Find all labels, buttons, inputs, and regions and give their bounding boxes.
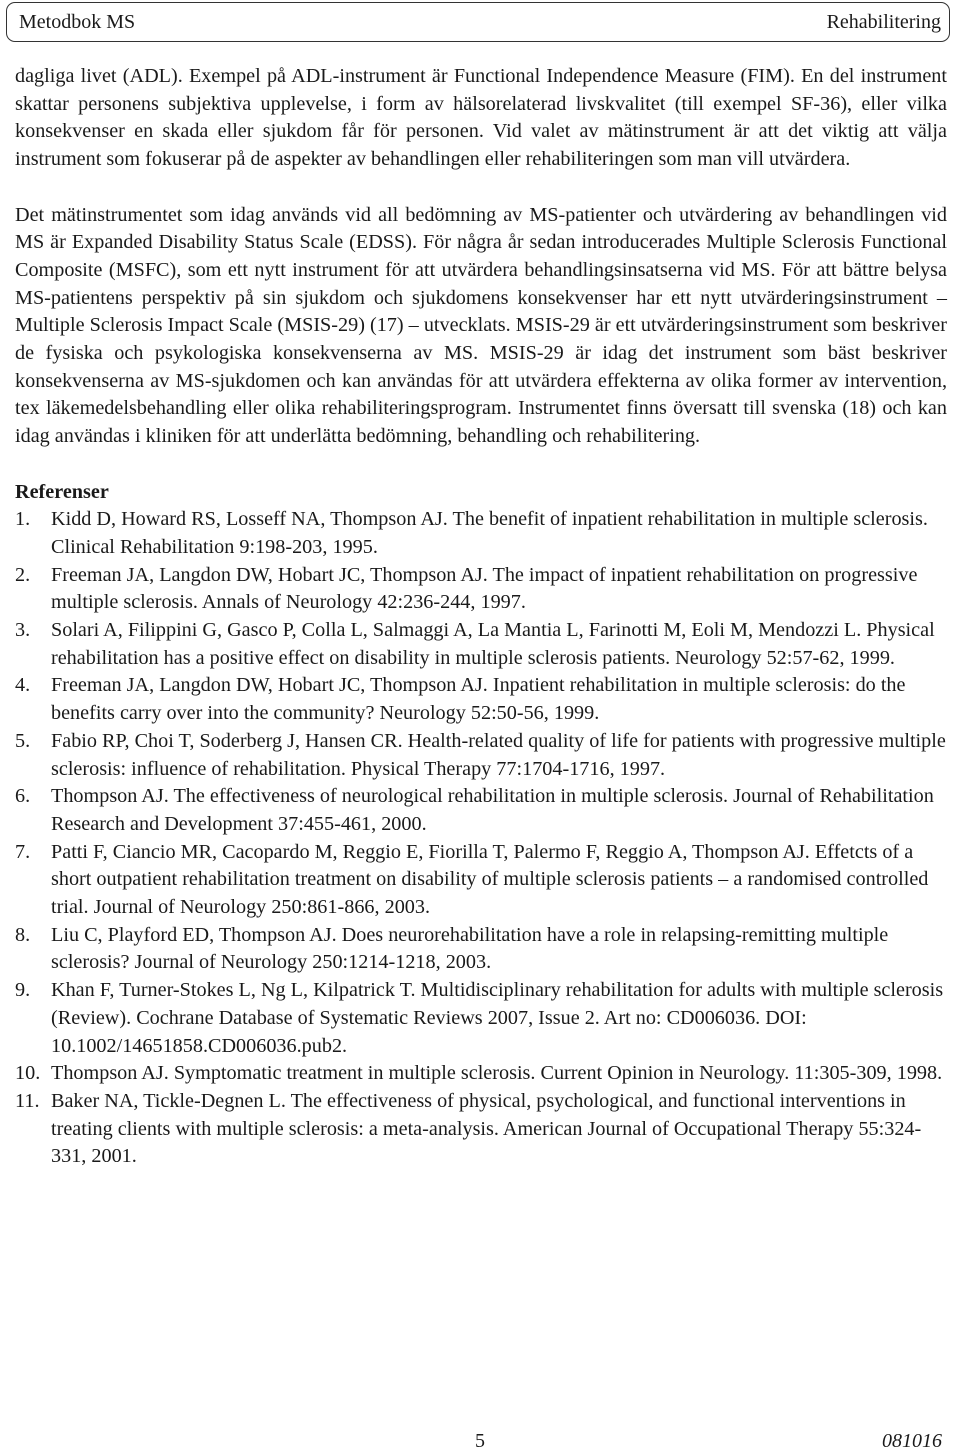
reference-text: Freeman JA, Langdon DW, Hobart JC, Thompson AJ. Inpatient rehabilitation in multiple sclerosis: do the benefits carry over into the community? Neurology 52:50-56, 1999. <box>51 674 906 725</box>
page-header <box>6 2 950 42</box>
reference-text: Baker NA, Tickle-Degnen L. The effectiveness of physical, psychological, and functional interventions in treating clients with multiple sclerosis: a meta-analysis. American Journal of Occupational Therapy 55:324-331, 2001. <box>51 1089 922 1168</box>
reference-number: 8. <box>15 923 31 946</box>
reference-item <box>15 728 947 783</box>
references-list <box>15 506 947 1171</box>
reference-number: 10. <box>15 1062 41 1085</box>
page-body <box>15 63 947 1171</box>
reference-number: 6. <box>15 785 31 808</box>
reference-number: 7. <box>15 840 31 863</box>
footer-date: 081016 <box>882 1430 942 1452</box>
reference-text: Patti F, Ciancio MR, Cacopardo M, Reggio E, Fiorilla T, Palermo F, Reggio A, Thompson AJ. Effetcts of a short outpatient rehabilitation treatment on disability of multiple sclerosis patients – a randomised controlled trial. Journal of Neurology 250:861-866, 2003. <box>51 840 929 919</box>
reference-number: 2. <box>15 563 31 586</box>
reference-text: Liu C, Playford ED, Thompson AJ. Does neurorehabilitation have a role in relapsing-remitting multiple sclerosis? Journal of Neurology 250:1214-1218, 2003. <box>51 923 889 974</box>
reference-number: 5. <box>15 729 31 752</box>
reference-number: 3. <box>15 619 31 642</box>
reference-item <box>15 783 947 838</box>
reference-item <box>15 506 947 561</box>
body-paragraph-2: Det mätinstrumentet som idag används vid all bedömning av MS-patienter och utvärdering av behandlingen vid MS är Expanded Disability Status Scale (EDSS). För några år sedan introducerades Multiple Sclerosis Functional Composite (MSFC), som ett nytt instrument för att utvärdera behandlingsinsatserna vid MS. För att bättre belysa MS-patientens perspektiv på sin sjukdom och sjukdomens konsekvenser har ett nytt utvärderingsinstrument – Multiple Sclerosis Impact Scale (MSIS-29) (17) – utvecklats. MSIS-29 är ett utvärderingsinstrument som beskriver de fysiska och psykologiska konsekvenserna av MS. MSIS-29 är idag det instrument som bäst beskriver konsekvenserna av MS-sjukdomen och kan användas för att utvärdera effekterna av olika former av intervention, tex läkemedelsbehandling eller olika rehabiliteringsprogram. Instrumentet finns översatt till svenska (18) och kan idag användas i kliniken för att underlätta bedömning, behandling och rehabilitering. <box>15 203 947 448</box>
references-section <box>15 479 947 1172</box>
reference-item <box>15 839 947 922</box>
reference-text: Fabio RP, Choi T, Soderberg J, Hansen CR. Health-related quality of life for patients with progressive multiple sclerosis: influence of rehabilitation. Physical Therapy 77:1704-1716, 1997. <box>51 729 946 780</box>
reference-item <box>15 617 947 672</box>
references-heading: Referenser <box>15 480 109 503</box>
reference-text: Kidd D, Howard RS, Losseff NA, Thompson AJ. The benefit of inpatient rehabilitation in multiple sclerosis. Clinical Rehabilitation 9:198-203, 1995. <box>51 508 928 558</box>
reference-number: 11. <box>15 1089 40 1112</box>
header-right-title: Rehabilitering <box>826 10 941 33</box>
reference-number: 4. <box>15 674 31 697</box>
reference-text: Khan F, Turner-Stokes L, Ng L, Kilpatrick T. Multidisciplinary rehabilitation for adults with multiple sclerosis (Review). Cochrane Database of Systematic Reviews 2007, Issue 2. Art no: CD006036. DOI: 10.1002/14651858.CD006036.pub2. <box>51 979 944 1057</box>
reference-item <box>15 672 947 727</box>
reference-text: Thompson AJ. The effectiveness of neurological rehabilitation in multiple sclerosis. Journal of Rehabilitation Research and Development 37:455-461, 2000. <box>51 785 934 835</box>
reference-text: Thompson AJ. Symptomatic treatment in multiple sclerosis. Current Opinion in Neurology. 11:305-309, 1998. <box>51 1062 943 1085</box>
reference-number: 1. <box>15 508 31 531</box>
reference-item <box>15 977 947 1060</box>
reference-item <box>15 1088 947 1171</box>
reference-text: Solari A, Filippini G, Gasco P, Colla L, Salmaggi A, La Mantia L, Farinotti M, Eoli M, Mendozzi L. Physical rehabilitation has a positive effect on disability in multiple sclerosis patients. Neurology 52:57-62, 1999. <box>51 619 935 669</box>
reference-item <box>15 1060 947 1088</box>
body-paragraph-1: dagliga livet (ADL). Exempel på ADL-instrument är Functional Independence Measure (FIM). En del instrument skattar personens subjektiva upplevelse, i form av hälsorelaterad livskvalitet (till exempel SF-36), eller vilka konsekvenser en skada eller sjukdom får för personen. Vid valet av mätinstrument är att det viktig att välja instrument som fokuserar på de aspekter av behandlingen eller rehabiliteringen som man vill utvärdera. <box>15 65 947 171</box>
reference-item <box>15 922 947 977</box>
reference-number: 9. <box>15 979 31 1002</box>
page-number: 5 <box>475 1430 485 1452</box>
reference-item <box>15 562 947 617</box>
header-left-title: Metodbok MS <box>19 10 136 33</box>
reference-text: Freeman JA, Langdon DW, Hobart JC, Thompson AJ. The impact of inpatient rehabilitation on progressive multiple sclerosis. Annals of Neurology 42:236-244, 1997. <box>51 563 918 614</box>
